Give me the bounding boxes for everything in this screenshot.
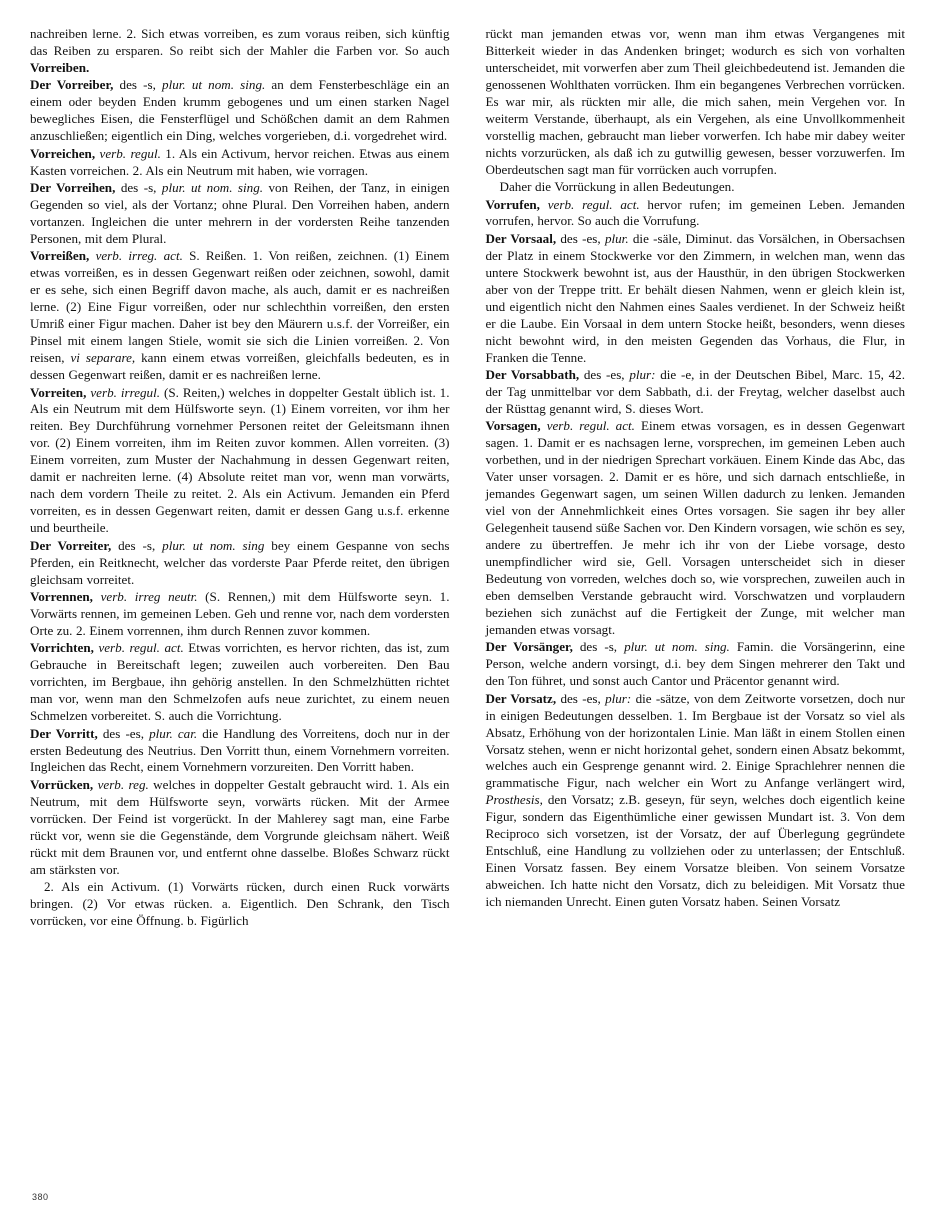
dictionary-entry: rückt man jemanden etwas vor, wenn man ihm etwas Vergangenes mit Bitterkeit wieder in das Andenken bringet; wodurch es sich von vorhalten unterscheidet, mit vorwerfen aber zum Theil gleichbedeutend ist. Jemanden die genossenen Wohlthaten vorrücken. Ihm ein begangenes Verbrechen vorrücken. Es war mir, als rückten mir alle, die mich sahen, mein Vergehen vor. In weiterm Verstande, überhaupt, als ein Vergehen, als eine Unvollkommenheit vorstellig machen, gebraucht man lieber vorwerfen. Ich habe mir dabey weiter nichts vorzurücken, als daß ich zu gutwillig gewesen, besser vorzuwerfen. Im Oberdeutschen sagt man für vorrücken auch vorrupfen. [485, 26, 905, 177]
dictionary-entry: Der Vorreiber, des -s, plur. ut nom. sing. an dem Fensterbeschläge ein an einem oder beyden Enden krumm gebogenes und um einen starken Nagel bewegliches Eisen, die Fensterflügel und Schößchen damit an dem Rahmen anzuschließen; eigentlich ein Ding, welches vorgerieben, d.i. vorgedrehet wird. [30, 77, 450, 144]
dictionary-entry: Der Vorritt, des -es, plur. car. die Handlung des Vorreitens, doch nur in der ersten Bedeutung des Neutrius. Den Vorritt thun, einem Vornehmern vorreiten. Ingleichen das Recht, einem Vornehmern vorzureiten. Den Vorritt haben. [30, 725, 450, 775]
page-columns [30, 26, 905, 1174]
dictionary-entry: Der Vorsatz, des -es, plur: die -sätze, von dem Zeitworte vorsetzen, doch nur in einigen Bedeutungen desselben. 1. Im Bergbaue ist der Vorsatz so viel als Absatz, Erhöhung von der horizontalen Linie. Man läßt in einem Stollen einen Vorsatz stehen, wenn er nicht horizontal gehet, sondern einen Absatz bekommt, welches auch ein Gesprenge genannt wird. 2. Einige Sprachlehrer nennen die grammatische Figur, nach welcher ein Wort zu Anfange verlängert wird, Prosthesis, den Vorsatz; z.B. geseyn, für seyn, welches doch eigentlich keine Figur, sondern das Eigenthümliche einer gewissen Mundart ist. 3. Von dem Reciproco sich vorsetzen, ist der Vorsatz, der auf Überlegung gegründete Entschluß, eine Handlung zu vollziehen oder zu unterlassen; der Entschluß. Einen Vorsatz fassen. Bey einem Vorsatze bleiben. Von seinem Vorsatze abweichen. Ich hatte nicht den Vorsatz, dich zu beleidigen. Mit Vorsatz thue ich niemanden Unrecht. Einen guten Vorsatz haben. Seinen Vorsatz [485, 690, 905, 910]
dictionary-entry: Der Vorsaal, des -es, plur. die -säle, Diminut. das Vorsälchen, in Obersachsen der Platz in einem Stockwerke vor den Zimmern, in welchen man, wenn das untere Stockwerk bewohnt ist, aus der Hausthür, in den übrigen Stockwerken aber von der Treppe tritt. Er behält diesen Nahmen, wenn er gleich klein ist, und eigentlich nicht den Nahmen eines Saales verdienet. In der Schweiz heißt er die Laube. Ein Vorsaal in dem untern Stocke heißt, besonders, wenn dieses nicht bewohnt wird, in den meisten Gegenden das Vorhaus, die Flur, in Franken die Tenne. [485, 230, 905, 365]
dictionary-entry: Vorrennen, verb. irreg neutr. (S. Rennen,) mit dem Hülfsworte seyn. 1. Vorwärts rennen, im gemeinen Leben. Geh und renne vor, nach dem vordersten Orte zu. 2. Einem vorrennen, ihm durch Rennen zuvor kommen. [30, 588, 450, 638]
dictionary-entry: Vorreiten, verb. irregul. (S. Reiten,) welches in doppelter Gestalt üblich ist. 1. Als ein Neutrum mit dem Hülfsworte seyn. (1) Einem vorreiten, vor ihm her reiten. Bey Durchführung vornehmer Personen reitet der Geleitsmann ihnen vor. (2) Einem vorreiten, ihm im Reiten zuvor kommen. Allen vorreiten. (3) Einem vorreiten, zum Muster der Nachahmung in dessen Gegenwart reiten, damit er nachreiten lerne. (4) Absolute reitet man vor, wenn man vorwärts, nach dem vordern Theile zu reitet. 2. Als ein Activum. Jemanden ein Pferd vorreiten, es in dessen Gegenwart reiten, damit er dessen Gang u.s.f. erkenne und beurtheile. [30, 384, 450, 536]
dictionary-entry: Daher die Vorrückung in allen Bedeutungen. [499, 179, 735, 195]
dictionary-entry: Der Vorreiter, des -s, plur. ut nom. sing bey einem Gespanne von sechs Pferden, ein Reitknecht, welcher das vorderste Paar Pferde reitet, den übrigen gleichsam vorreitet. [30, 537, 450, 587]
dictionary-entry: 2. Als ein Activum. (1) Vorwärts rücken, durch einen Ruck vorwärts bringen. (2) Vor etwas rücken. a. Eigentlich. Den Schrank, den Tisch vorrücken, vor eine Öffnung. b. Figürlich [30, 879, 450, 929]
dictionary-entry: Vorreichen, verb. regul. 1. Als ein Activum, hervor reichen. Etwas aus einem Kasten vorreichen. 2. Als ein Neutrum mit haben, wie vorragen. [30, 145, 450, 178]
right-column [482, 26, 906, 1174]
left-column [30, 26, 454, 1174]
dictionary-entry: Der Vorreihen, des -s, plur. ut nom. sing. von Reihen, der Tanz, in einigen Gegenden so viel, als der Vortanz; ohne Plural. Den Vorreihen haben, andern vortanzen. Ingleichen die unter mehrern in der vordersten Reihe tanzenden Personen, mit dem Plural. [30, 180, 450, 246]
dictionary-entry: Vorrücken, verb. reg. welches in doppelter Gestalt gebraucht wird. 1. Als ein Neutrum, mit dem Hülfsworte seyn, vorwärts rücken. Mit der Armee vorrücken. Der Feind ist vorgerückt. In der Mahlerey sagt man, eine Farbe rückt vor, wenn sie die Gegenstände, dem Vorgrunde gleichsam nähert. Weiß rückt mit dem Braunen vor, und entfernt ohne dasselbe. Bloßes Schwarz rückt am stärksten vor. [30, 776, 450, 877]
dictionary-entry: Der Vorsabbath, des -es, plur: die -e, in der Deutschen Bibel, Marc. 15, 42. der Tag unmittelbar vor dem Sabbath, d.i. der Freytag, welcher daselbst auch der Rüsttag genannt wird, S. dieses Wort. [485, 367, 905, 416]
dictionary-entry: Vorsagen, verb. regul. act. Einem etwas vorsagen, es in dessen Gegenwart sagen. 1. Damit er es nachsagen lerne, vorsprechen, im gemeinen Leben auch vorbethen, und in der niedrigen Sprechart vorkäuen. Einem Kinde das Abc, das Vater unser vorsagen. 2. Damit er es höre, und sich darnach entschließe, in jemandes Gegenwart sagen, um seinen Willen dadurch zu lenken. Jemanden viel von der Annehmlichkeit eines Ortes vorsagen. Sie sagen ihr bey aller Gelegenheit tausend süße Sachen vor. Den Kindern vorsagen, wie schön es sey, andere zu übertreffen. Je mehr ich ihr von der Liebe vorsage, desto unempfindlicher wird sie, Gell. Vorsagen unterscheidet sich in dieser Bedeutung von vorreden, welches doch so, wie vorsprechen, zuweilen auch in eben demselben Verstande gebraucht wird. Vorschwatzen und vorplaudern beziehen sich zunächst auf die Fertigkeit der Zunge, mit welcher man jemanden etwas vorsagt. [485, 418, 905, 637]
dictionary-entry: Vorrichten, verb. regul. act. Etwas vorrichten, es hervor richten, das ist, zum Gebrauche in Bereitschaft legen; zuweilen auch vorbereiten. Den Bau vorrichten, im Bergbaue, ihn gehörig anstellen. In den Schmelzhütten richtet man vor, wenn man den Schmelzofen aufs neue zurichtet, zu einem neuen Schmelzen vorbereitet. S. auch die Vorrichtung. [30, 640, 450, 724]
page-number: 380 [32, 1192, 49, 1202]
dictionary-entry: Der Vorsänger, des -s, plur. ut nom. sing. Famin. die Vorsängerinn, eine Person, welche andern vorsingt, d.i. bey dem Singen mehrerer den Takt und den Ton führet, und sonst auch Cantor und Präcentor genannt wird. [485, 639, 905, 689]
dictionary-entry: Vorreißen, verb. irreg. act. S. Reißen. 1. Von reißen, zeichnen. (1) Einem etwas vorreißen, es in dessen Gegenwart reißen oder zeichnen, sowohl, damit er es sehe, sich einen Begriff davon mache, als auch, damit er es nachreißen lerne. (2) Eine Figur vorreißen, oder nur schlechthin vorreißen, den ersten Umriß einer Figur machen. Daher ist bey den Mäurern u.s.f. der Vorreißer, ein Pinsel mit einem langen Stiele, womit sie sich die Linien vorreißen. 2. Von reisen, vi separare, kann einem etwas vorreißen, gleichfalls bedeuten, es in dessen Gegenwart reißen, damit er es nachreißen lerne. [30, 248, 450, 383]
dictionary-entry: nachreiben lerne. 2. Sich etwas vorreiben, es zum voraus reiben, sich künftig das Reiben zu ersparen. So reibt sich der Mahler die Farben vor. So auch Vorreiben. [30, 26, 450, 75]
dictionary-entry: Vorrufen, verb. regul. act. hervor rufen; im gemeinen Leben. Jemanden vorrufen, hervor. So auch die Vorrufung. [485, 196, 905, 229]
